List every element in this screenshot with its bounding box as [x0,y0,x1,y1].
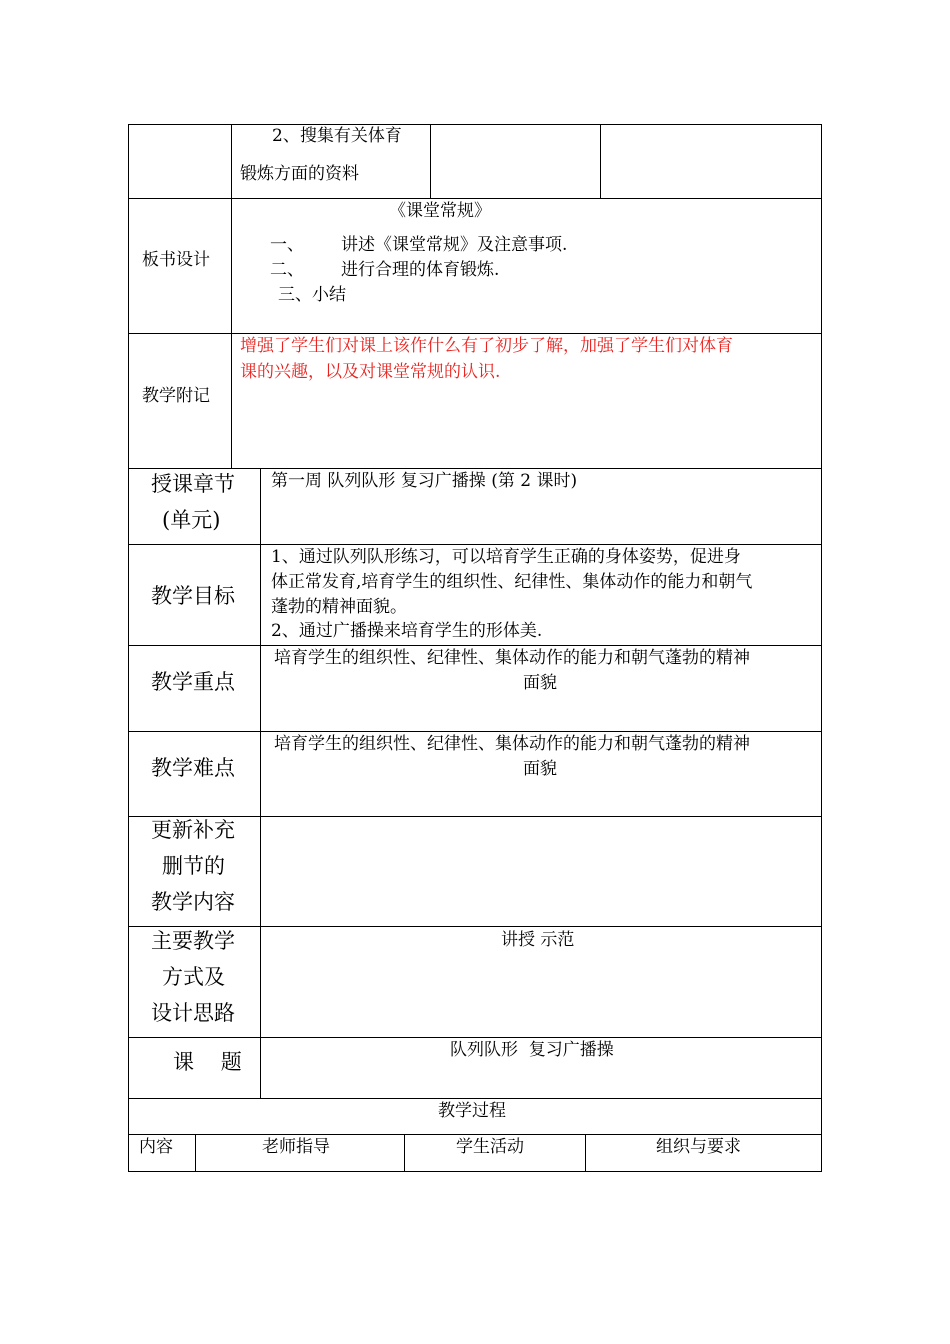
method-label-line3: 设计思路 [151,1001,235,1025]
process-header-student: 学生活动 [456,1137,524,1157]
rule [195,1134,196,1172]
goals-line-1: 1、通过队列队形练习，可以培育学生正确的身体姿势，促进身 [271,547,741,567]
rule [128,645,822,646]
process-header-teacher: 老师指导 [262,1137,330,1157]
chapter-label-line1: 授课章节 [151,472,235,496]
rule [128,926,822,927]
teaching-notes-line2: 课的兴趣，以及对课堂常规的认识. [240,362,501,382]
board-item-2-num: 二、 [270,260,304,280]
board-item-1-num: 一、 [270,235,304,255]
rule [128,468,129,1172]
goals-line-4: 2、通过广播操来培育学生的形体美. [271,621,543,641]
board-title: 《课堂常规》 [389,201,491,221]
board-item-3: 三、小结 [278,285,346,305]
rule [821,124,822,469]
collect-materials-line1: 2、搜集有关体育 [272,126,402,146]
rule [128,333,822,334]
rule [128,1098,822,1099]
rule [128,1037,822,1038]
update-content-label-line2: 删节的 [162,854,225,878]
key-points-line1: 培育学生的组织性、纪律性、集体动作的能力和朝气蓬勃的精神 [274,648,750,668]
rule [404,1134,405,1172]
rule [231,124,232,469]
process-header-content: 内容 [139,1137,173,1157]
rule [128,124,822,125]
rule [128,124,129,469]
teaching-notes-line1: 增强了学生们对课上该作什么有了初步了解，加强了学生们对体育 [240,336,733,356]
rule [128,544,822,545]
chapter-label-line2: (单元) [162,508,221,532]
teaching-notes-label: 教学附记 [142,386,210,406]
update-content-label-line3: 教学内容 [151,890,235,914]
rule [585,1134,586,1172]
goals-label: 教学目标 [151,584,235,608]
topic-value: 队列队形 复习广播操 [450,1040,614,1060]
chapter-value: 第一周 队列队形 复习广播操 (第 2 课时) [271,471,578,491]
rule [128,1171,822,1172]
board-item-1-text: 讲述《课堂常规》及注意事项. [341,235,568,255]
rule [600,124,601,199]
key-points-label: 教学重点 [151,670,235,694]
method-value: 讲授 示范 [501,930,575,950]
method-label-line2: 方式及 [162,965,225,989]
rule [128,816,822,817]
goals-line-2: 体正常发育,培育学生的组织性、纪律性、集体动作的能力和朝气 [271,572,753,592]
difficult-points-line2: 面貌 [523,759,557,779]
rule [128,198,822,199]
key-points-line2: 面貌 [523,673,557,693]
rule [128,731,822,732]
goals-line-3: 蓬勃的精神面貌。 [271,597,407,617]
rule [128,468,822,469]
process-header-organization: 组织与要求 [656,1137,741,1157]
collect-materials-line2: 锻炼方面的资料 [240,164,359,184]
update-content-label-line1: 更新补充 [151,818,235,842]
board-design-label: 板书设计 [142,250,210,270]
method-label-line1: 主要教学 [151,929,235,953]
rule [430,124,431,199]
topic-label: 课 题 [173,1050,242,1074]
board-item-2-text: 进行合理的体育锻炼. [341,260,500,280]
difficult-points-line1: 培育学生的组织性、纪律性、集体动作的能力和朝气蓬勃的精神 [274,734,750,754]
process-title: 教学过程 [438,1101,506,1121]
rule [260,468,261,1099]
rule [128,1134,822,1135]
rule [821,468,822,1172]
difficult-points-label: 教学难点 [151,756,235,780]
